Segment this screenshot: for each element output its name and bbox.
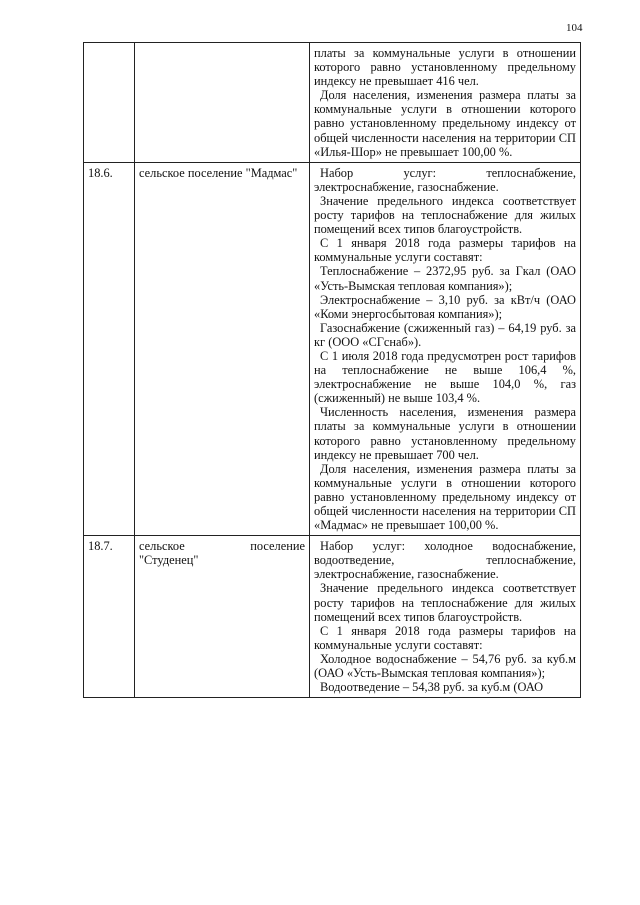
description-paragraph: Электроснабжение – 3,10 руб. за кВт/ч (ОАО «Коми энергосбытовая компания»); [314,292,576,321]
description-paragraph: Значение предельного индекса соответствует росту тарифов на теплоснабжение для жилых помещений всех типов благоустройств. [314,581,576,624]
description-paragraph: С 1 июля 2018 года предусмотрен рост тарифов на теплоснабжение не выше 106,4 %, электроснабжение не выше 104,0 %, газ (сжиженный) не выше 103,4 %. [314,348,576,406]
description-paragraph: Доля населения, изменения размера платы за коммунальные услуги в отношении которого равно установленному предельному индексу от общей численности населения на территории СП «Мадмас» не превышает 100,00 %. [314,461,576,533]
description-cell [310,43,581,163]
row-number-cell [84,43,135,163]
description-paragraph: С 1 января 2018 года размеры тарифов на коммунальные услуги составят: [314,236,576,265]
tariff-table [83,42,581,698]
description-paragraph: Значение предельного индекса соответствует росту тарифов на теплоснабжение для жилых помещений всех типов благоустройств. [314,193,576,237]
description-cell [310,162,581,535]
settlement-cell [135,43,310,163]
description-paragraph: Набор услуг: теплоснабжение, электроснабжение, газоснабжение. [314,165,576,194]
description-paragraph: Водоотведение – 54,38 руб. за куб.м (ОАО [320,680,544,695]
row-number-cell: 18.6. [84,162,135,535]
table-row [84,43,581,163]
description-cell [310,536,581,698]
page-number: 104 [566,22,583,34]
description-paragraph: Холодное водоснабжение – 54,76 руб. за куб.м (ОАО «Усть-Вымская тепловая компания»); [314,651,576,681]
table-row [84,162,581,535]
description-paragraph: С 1 января 2018 года размеры тарифов на коммунальные услуги составят: [314,623,576,652]
description-paragraph: Численность населения, изменения размера платы за коммунальные услуги в отношении которого равно установленному предельному индексу не превышает 700 чел. [314,405,576,462]
description-paragraph: Доля населения, изменения размера платы за коммунальные услуги в отношении которого равно установленному предельному индексу от общей численности населения на территории СП «Илья-Шор» не превышает 100,00 %. [314,88,576,159]
table-body [84,43,581,698]
description-paragraph: Набор услуг: холодное водоснабжение, водоотведение, теплоснабжение, электроснабжение, газоснабжение. [314,539,576,582]
row-number-cell: 18.7. [84,536,135,698]
description-paragraph: Газоснабжение (сжиженный газ) – 64,19 руб. за кг (ООО «СГснаб»). [314,320,576,349]
table-row [84,536,581,698]
settlement-cell: сельское поселение "Студенец" [135,536,310,698]
settlement-cell: сельское поселение "Мадмас" [135,162,310,535]
description-paragraph: платы за коммунальные услуги в отношении которого равно установленному предельному индексу не превышает 416 чел. [314,46,576,89]
description-paragraph: Теплоснабжение – 2372,95 руб. за Гкал (ОАО «Усть-Вымская тепловая компания»); [314,264,576,293]
